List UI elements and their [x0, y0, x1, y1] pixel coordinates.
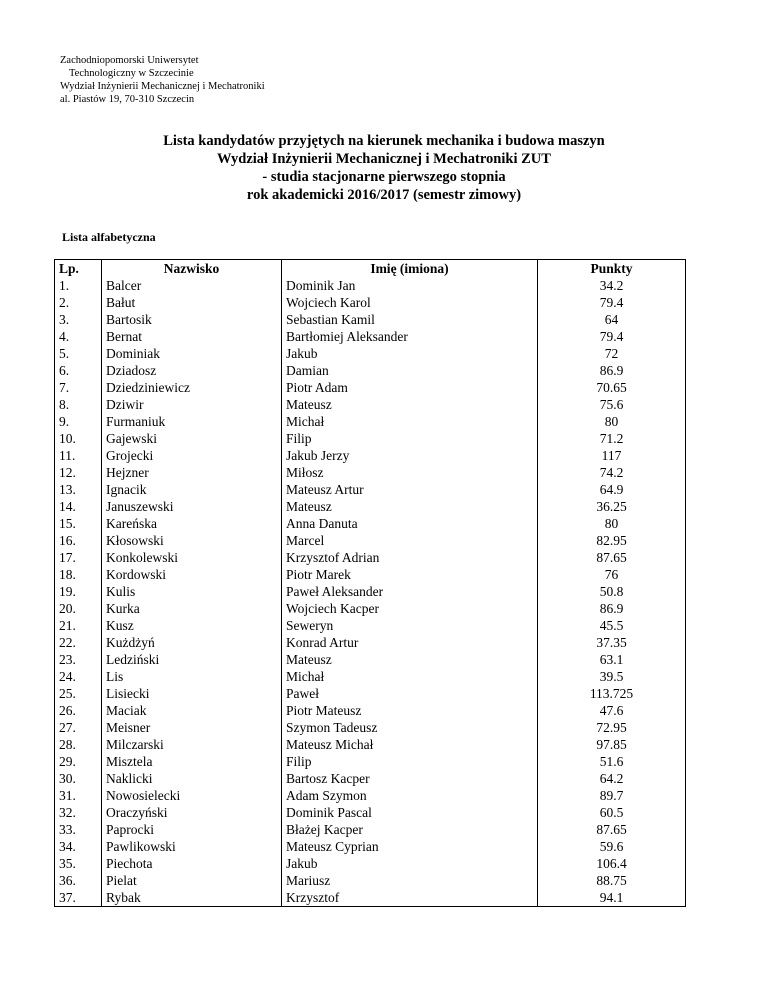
cell-lp: 22.: [55, 634, 102, 651]
table-row: [55, 311, 686, 328]
cell-surname: Kordowski: [102, 566, 282, 583]
cell-first-names: Seweryn: [282, 617, 538, 634]
cell-surname: Kużdżyń: [102, 634, 282, 651]
cell-points: 94.1: [538, 889, 686, 907]
cell-first-names: Krzysztof: [282, 889, 538, 907]
cell-first-names: Damian: [282, 362, 538, 379]
cell-points: 88.75: [538, 872, 686, 889]
cell-lp: 25.: [55, 685, 102, 702]
institution-header: [60, 54, 265, 106]
table-row: [55, 651, 686, 668]
cell-lp: 9.: [55, 413, 102, 430]
cell-lp: 30.: [55, 770, 102, 787]
cell-first-names: Mateusz Artur: [282, 481, 538, 498]
table-row: [55, 872, 686, 889]
cell-surname: Furmaniuk: [102, 413, 282, 430]
cell-surname: Nowosielecki: [102, 787, 282, 804]
cell-points: 37.35: [538, 634, 686, 651]
cell-lp: 11.: [55, 447, 102, 464]
cell-surname: Dziadosz: [102, 362, 282, 379]
table-row: [55, 362, 686, 379]
cell-lp: 16.: [55, 532, 102, 549]
cell-first-names: Bartosz Kacper: [282, 770, 538, 787]
cell-lp: 1.: [55, 277, 102, 294]
table-body: [55, 277, 686, 907]
cell-surname: Meisner: [102, 719, 282, 736]
title-line-2: Wydział Inżynierii Mechanicznej i Mechatroniki ZUT: [217, 151, 551, 167]
table-row: [55, 464, 686, 481]
cell-points: 60.5: [538, 804, 686, 821]
cell-surname: Bernat: [102, 328, 282, 345]
cell-points: 70.65: [538, 379, 686, 396]
cell-surname: Bartosik: [102, 311, 282, 328]
cell-first-names: Paweł Aleksander: [282, 583, 538, 600]
cell-points: 87.65: [538, 821, 686, 838]
table-row: [55, 294, 686, 311]
cell-lp: 2.: [55, 294, 102, 311]
cell-first-names: Szymon Tadeusz: [282, 719, 538, 736]
institution-line-1: Zachodniopomorski Uniwersytet: [60, 55, 199, 66]
cell-first-names: Filip: [282, 753, 538, 770]
table-row: [55, 447, 686, 464]
cell-lp: 4.: [55, 328, 102, 345]
cell-first-names: Filip: [282, 430, 538, 447]
cell-points: 45.5: [538, 617, 686, 634]
cell-lp: 24.: [55, 668, 102, 685]
table-row: [55, 379, 686, 396]
cell-lp: 37.: [55, 889, 102, 907]
cell-surname: Januszewski: [102, 498, 282, 515]
cell-surname: Dziedziniewicz: [102, 379, 282, 396]
table-row: [55, 719, 686, 736]
cell-points: 82.95: [538, 532, 686, 549]
cell-first-names: Adam Szymon: [282, 787, 538, 804]
cell-surname: Dominiak: [102, 345, 282, 362]
cell-points: 39.5: [538, 668, 686, 685]
cell-lp: 15.: [55, 515, 102, 532]
cell-first-names: Jakub: [282, 855, 538, 872]
table-row: [55, 277, 686, 294]
table-row: [55, 328, 686, 345]
cell-points: 63.1: [538, 651, 686, 668]
cell-first-names: Mateusz: [282, 498, 538, 515]
cell-surname: Ledziński: [102, 651, 282, 668]
table-row: [55, 685, 686, 702]
cell-points: 86.9: [538, 362, 686, 379]
cell-surname: Balcer: [102, 277, 282, 294]
cell-lp: 17.: [55, 549, 102, 566]
cell-first-names: Błażej Kacper: [282, 821, 538, 838]
cell-lp: 33.: [55, 821, 102, 838]
cell-points: 64.9: [538, 481, 686, 498]
cell-lp: 18.: [55, 566, 102, 583]
cell-lp: 13.: [55, 481, 102, 498]
cell-surname: Milczarski: [102, 736, 282, 753]
cell-surname: Dziwir: [102, 396, 282, 413]
cell-surname: Pawlikowski: [102, 838, 282, 855]
cell-lp: 3.: [55, 311, 102, 328]
table-row: [55, 430, 686, 447]
cell-lp: 10.: [55, 430, 102, 447]
cell-points: 80: [538, 413, 686, 430]
cell-lp: 28.: [55, 736, 102, 753]
cell-surname: Misztela: [102, 753, 282, 770]
cell-lp: 35.: [55, 855, 102, 872]
table-row: [55, 549, 686, 566]
cell-first-names: Wojciech Karol: [282, 294, 538, 311]
cell-points: 72: [538, 345, 686, 362]
cell-first-names: Mateusz: [282, 396, 538, 413]
cell-first-names: Dominik Jan: [282, 277, 538, 294]
cell-first-names: Piotr Mateusz: [282, 702, 538, 719]
cell-points: 117: [538, 447, 686, 464]
list-subtitle: Lista alfabetyczna: [62, 230, 156, 244]
cell-first-names: Wojciech Kacper: [282, 600, 538, 617]
table-row: [55, 736, 686, 753]
table-row: [55, 787, 686, 804]
cell-points: 75.6: [538, 396, 686, 413]
table-row: [55, 583, 686, 600]
cell-lp: 19.: [55, 583, 102, 600]
header-points: Punkty: [538, 260, 686, 278]
table-row: [55, 804, 686, 821]
table-row: [55, 345, 686, 362]
cell-points: 59.6: [538, 838, 686, 855]
cell-first-names: Anna Danuta: [282, 515, 538, 532]
cell-first-names: Konrad Artur: [282, 634, 538, 651]
table-row: [55, 532, 686, 549]
cell-points: 34.2: [538, 277, 686, 294]
table-row: [55, 634, 686, 651]
cell-points: 76: [538, 566, 686, 583]
table-row: [55, 702, 686, 719]
table-row: [55, 413, 686, 430]
cell-points: 64.2: [538, 770, 686, 787]
cell-points: 64: [538, 311, 686, 328]
cell-points: 72.95: [538, 719, 686, 736]
cell-first-names: Piotr Adam: [282, 379, 538, 396]
cell-surname: Lisiecki: [102, 685, 282, 702]
cell-surname: Hejzner: [102, 464, 282, 481]
cell-lp: 5.: [55, 345, 102, 362]
cell-points: 106.4: [538, 855, 686, 872]
cell-surname: Kurka: [102, 600, 282, 617]
cell-lp: 6.: [55, 362, 102, 379]
table-row: [55, 838, 686, 855]
cell-surname: Bałut: [102, 294, 282, 311]
cell-points: 74.2: [538, 464, 686, 481]
header-lp: Lp.: [55, 260, 102, 278]
table-row: [55, 855, 686, 872]
cell-lp: 8.: [55, 396, 102, 413]
cell-surname: Piechota: [102, 855, 282, 872]
cell-first-names: Marcel: [282, 532, 538, 549]
institution-line-3: Wydział Inżynierii Mechanicznej i Mechatroniki: [60, 81, 265, 92]
title-line-4: rok akademicki 2016/2017 (semestr zimowy): [246, 187, 522, 203]
cell-first-names: Piotr Marek: [282, 566, 538, 583]
table-row: [55, 617, 686, 634]
table-row: [55, 481, 686, 498]
cell-lp: 26.: [55, 702, 102, 719]
table-row: [55, 821, 686, 838]
title-line-3: - studia stacjonarne pierwszego stopnia: [262, 169, 506, 185]
table-row: [55, 498, 686, 515]
institution-line-2: Technologiczny w Szczecinie: [69, 68, 194, 79]
cell-surname: Kulis: [102, 583, 282, 600]
cell-first-names: Sebastian Kamil: [282, 311, 538, 328]
table-row: [55, 668, 686, 685]
cell-surname: Ignacik: [102, 481, 282, 498]
cell-lp: 27.: [55, 719, 102, 736]
cell-first-names: Michał: [282, 413, 538, 430]
cell-first-names: Michał: [282, 668, 538, 685]
table-row: [55, 396, 686, 413]
table-row: [55, 770, 686, 787]
cell-surname: Kłosowski: [102, 532, 282, 549]
cell-surname: Lis: [102, 668, 282, 685]
cell-points: 89.7: [538, 787, 686, 804]
cell-points: 113.725: [538, 685, 686, 702]
table-row: [55, 600, 686, 617]
cell-points: 86.9: [538, 600, 686, 617]
cell-surname: Grojecki: [102, 447, 282, 464]
cell-first-names: Jakub: [282, 345, 538, 362]
table-row: [55, 515, 686, 532]
cell-lp: 12.: [55, 464, 102, 481]
cell-points: 50.8: [538, 583, 686, 600]
cell-first-names: Dominik Pascal: [282, 804, 538, 821]
cell-first-names: Mariusz: [282, 872, 538, 889]
cell-points: 80: [538, 515, 686, 532]
cell-points: 97.85: [538, 736, 686, 753]
cell-surname: Kusz: [102, 617, 282, 634]
table-row: [55, 889, 686, 907]
cell-first-names: Jakub Jerzy: [282, 447, 538, 464]
cell-surname: Konkolewski: [102, 549, 282, 566]
cell-lp: 21.: [55, 617, 102, 634]
table-row: [55, 566, 686, 583]
table-header-row: [55, 260, 686, 278]
document-title: [0, 132, 768, 204]
cell-lp: 29.: [55, 753, 102, 770]
cell-lp: 34.: [55, 838, 102, 855]
cell-surname: Pielat: [102, 872, 282, 889]
cell-first-names: Mateusz Michał: [282, 736, 538, 753]
cell-surname: Oraczyński: [102, 804, 282, 821]
cell-lp: 32.: [55, 804, 102, 821]
cell-lp: 31.: [55, 787, 102, 804]
cell-points: 47.6: [538, 702, 686, 719]
cell-first-names: Mateusz: [282, 651, 538, 668]
cell-surname: Naklicki: [102, 770, 282, 787]
cell-first-names: Mateusz Cyprian: [282, 838, 538, 855]
cell-first-names: Bartłomiej Aleksander: [282, 328, 538, 345]
candidates-table: [54, 259, 686, 907]
cell-points: 51.6: [538, 753, 686, 770]
table-row: [55, 753, 686, 770]
cell-surname: Maciak: [102, 702, 282, 719]
institution-address: al. Piastów 19, 70-310 Szczecin: [60, 94, 195, 105]
cell-points: 36.25: [538, 498, 686, 515]
cell-first-names: Miłosz: [282, 464, 538, 481]
cell-lp: 20.: [55, 600, 102, 617]
cell-lp: 36.: [55, 872, 102, 889]
cell-first-names: Paweł: [282, 685, 538, 702]
cell-surname: Rybak: [102, 889, 282, 907]
cell-points: 79.4: [538, 328, 686, 345]
cell-surname: Paprocki: [102, 821, 282, 838]
cell-lp: 14.: [55, 498, 102, 515]
cell-first-names: Krzysztof Adrian: [282, 549, 538, 566]
cell-points: 71.2: [538, 430, 686, 447]
cell-surname: Kareńska: [102, 515, 282, 532]
cell-points: 79.4: [538, 294, 686, 311]
cell-lp: 23.: [55, 651, 102, 668]
cell-surname: Gajewski: [102, 430, 282, 447]
header-first-names: Imię (imiona): [282, 260, 538, 278]
header-surname: Nazwisko: [102, 260, 282, 278]
cell-points: 87.65: [538, 549, 686, 566]
cell-lp: 7.: [55, 379, 102, 396]
title-line-1: Lista kandydatów przyjętych na kierunek mechanika i budowa maszyn: [163, 133, 605, 149]
